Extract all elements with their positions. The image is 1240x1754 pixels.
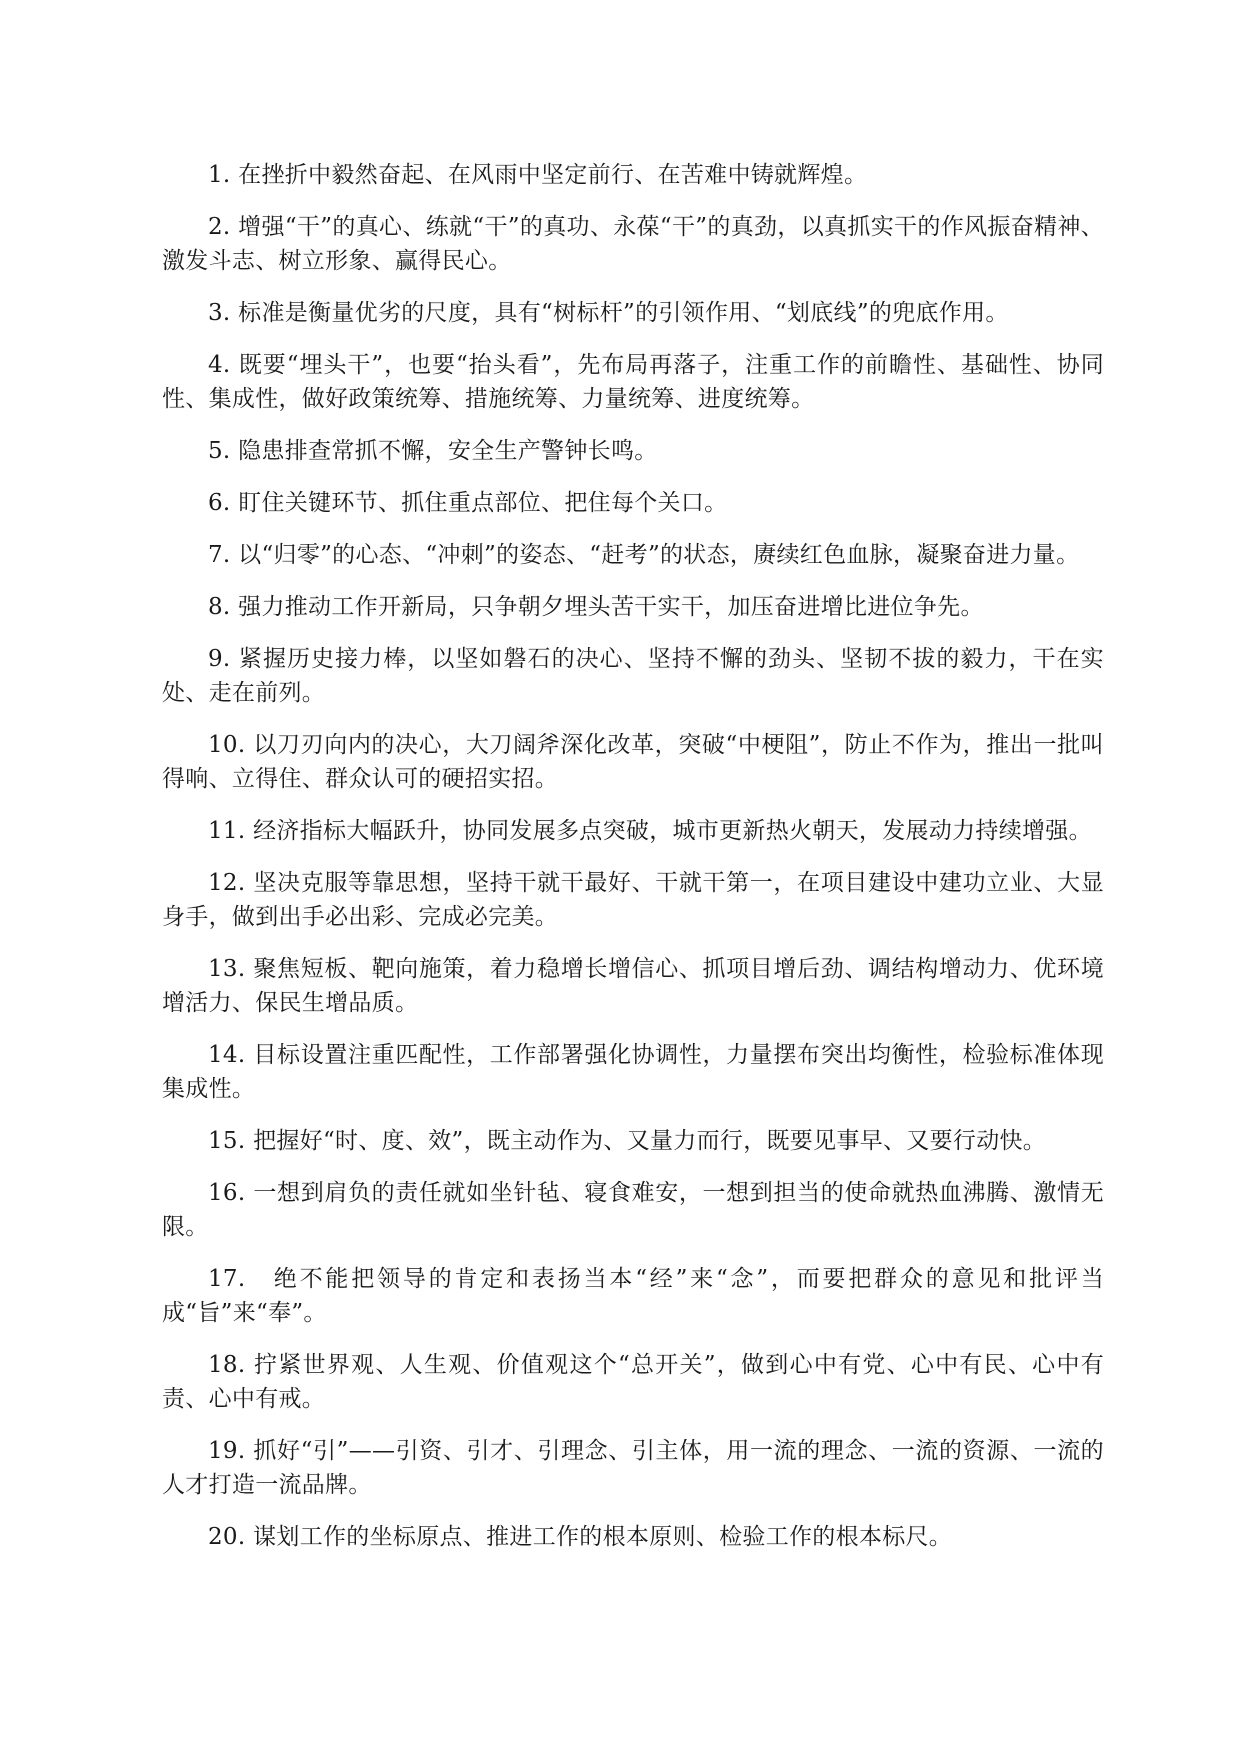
list-item: 1. 在挫折中毅然奋起、在风雨中坚定前行、在苦难中铸就辉煌。 [208, 162, 868, 188]
list-item: 14. 目标设置注重匹配性，工作部署强化协调性，力量摆布突出均衡性，检验标准体现集成性。 [162, 1042, 1104, 1102]
list-item: 7. 以“归零”的心态、“冲刺”的姿态、“赶考”的状态，赓续红色血脉，凝聚奋进力量。 [208, 542, 1080, 568]
list-item: 4. 既要“埋头干”，也要“抬头看”，先布局再落子，注重工作的前瞻性、基础性、协同性、集成性，做好政策统筹、措施统筹、力量统筹、进度统筹。 [162, 352, 1104, 412]
list-item: 12. 坚决克服等靠思想，坚持干就干最好、干就干第一，在项目建设中建功立业、大显身手，做到出手必出彩、完成必完美。 [162, 870, 1104, 930]
list-item: 9. 紧握历史接力棒，以坚如磐石的决心、坚持不懈的劲头、坚韧不拔的毅力，干在实处、走在前列。 [162, 646, 1104, 706]
list-item: 16. 一想到肩负的责任就如坐针毡、寝食难安，一想到担当的使命就热血沸腾、激情无限。 [162, 1180, 1104, 1240]
list-item: 11. 经济指标大幅跃升，协同发展多点突破，城市更新热火朝天，发展动力持续增强。 [208, 818, 1092, 844]
list-item: 13. 聚焦短板、靶向施策，着力稳增长增信心、抓项目增后劲、调结构增动力、优环境增活力、保民生增品质。 [162, 956, 1104, 1016]
list-item: 6. 盯住关键环节、抓住重点部位、把住每个关口。 [208, 490, 728, 516]
list-item: 19. 抓好“引”——引资、引才、引理念、引主体，用一流的理念、一流的资源、一流的人才打造一流品牌。 [162, 1438, 1104, 1498]
list-item: 3. 标准是衡量优劣的尺度，具有“树标杆”的引领作用、“划底线”的兜底作用。 [208, 300, 1009, 326]
list-item: 18. 拧紧世界观、人生观、价值观这个“总开关”，做到心中有党、心中有民、心中有责、心中有戒。 [162, 1352, 1104, 1412]
list-item: 2. 增强“干”的真心、练就“干”的真功、永葆“干”的真劲，以真抓实干的作风振奋精神、激发斗志、树立形象、赢得民心。 [162, 214, 1104, 274]
list-item: 17. 绝不能把领导的肯定和表扬当本“经”来“念”，而要把群众的意见和批评当成“旨”来“奉”。 [162, 1266, 1104, 1326]
list-item: 15. 把握好“时、度、效”，既主动作为、又量力而行，既要见事早、又要行动快。 [208, 1128, 1047, 1154]
list-item: 8. 强力推动工作开新局，只争朝夕埋头苦干实干，加压奋进增比进位争先。 [208, 594, 984, 620]
list-item: 10. 以刀刃向内的决心，大刀阔斧深化改革，突破“中梗阻”，防止不作为，推出一批叫得响、立得住、群众认可的硬招实招。 [162, 732, 1104, 792]
list-item: 20. 谋划工作的坐标原点、推进工作的根本原则、检验工作的根本标尺。 [208, 1524, 953, 1550]
list-item: 5. 隐患排查常抓不懈，安全生产警钟长鸣。 [208, 438, 658, 464]
document-body [162, 158, 1104, 1572]
